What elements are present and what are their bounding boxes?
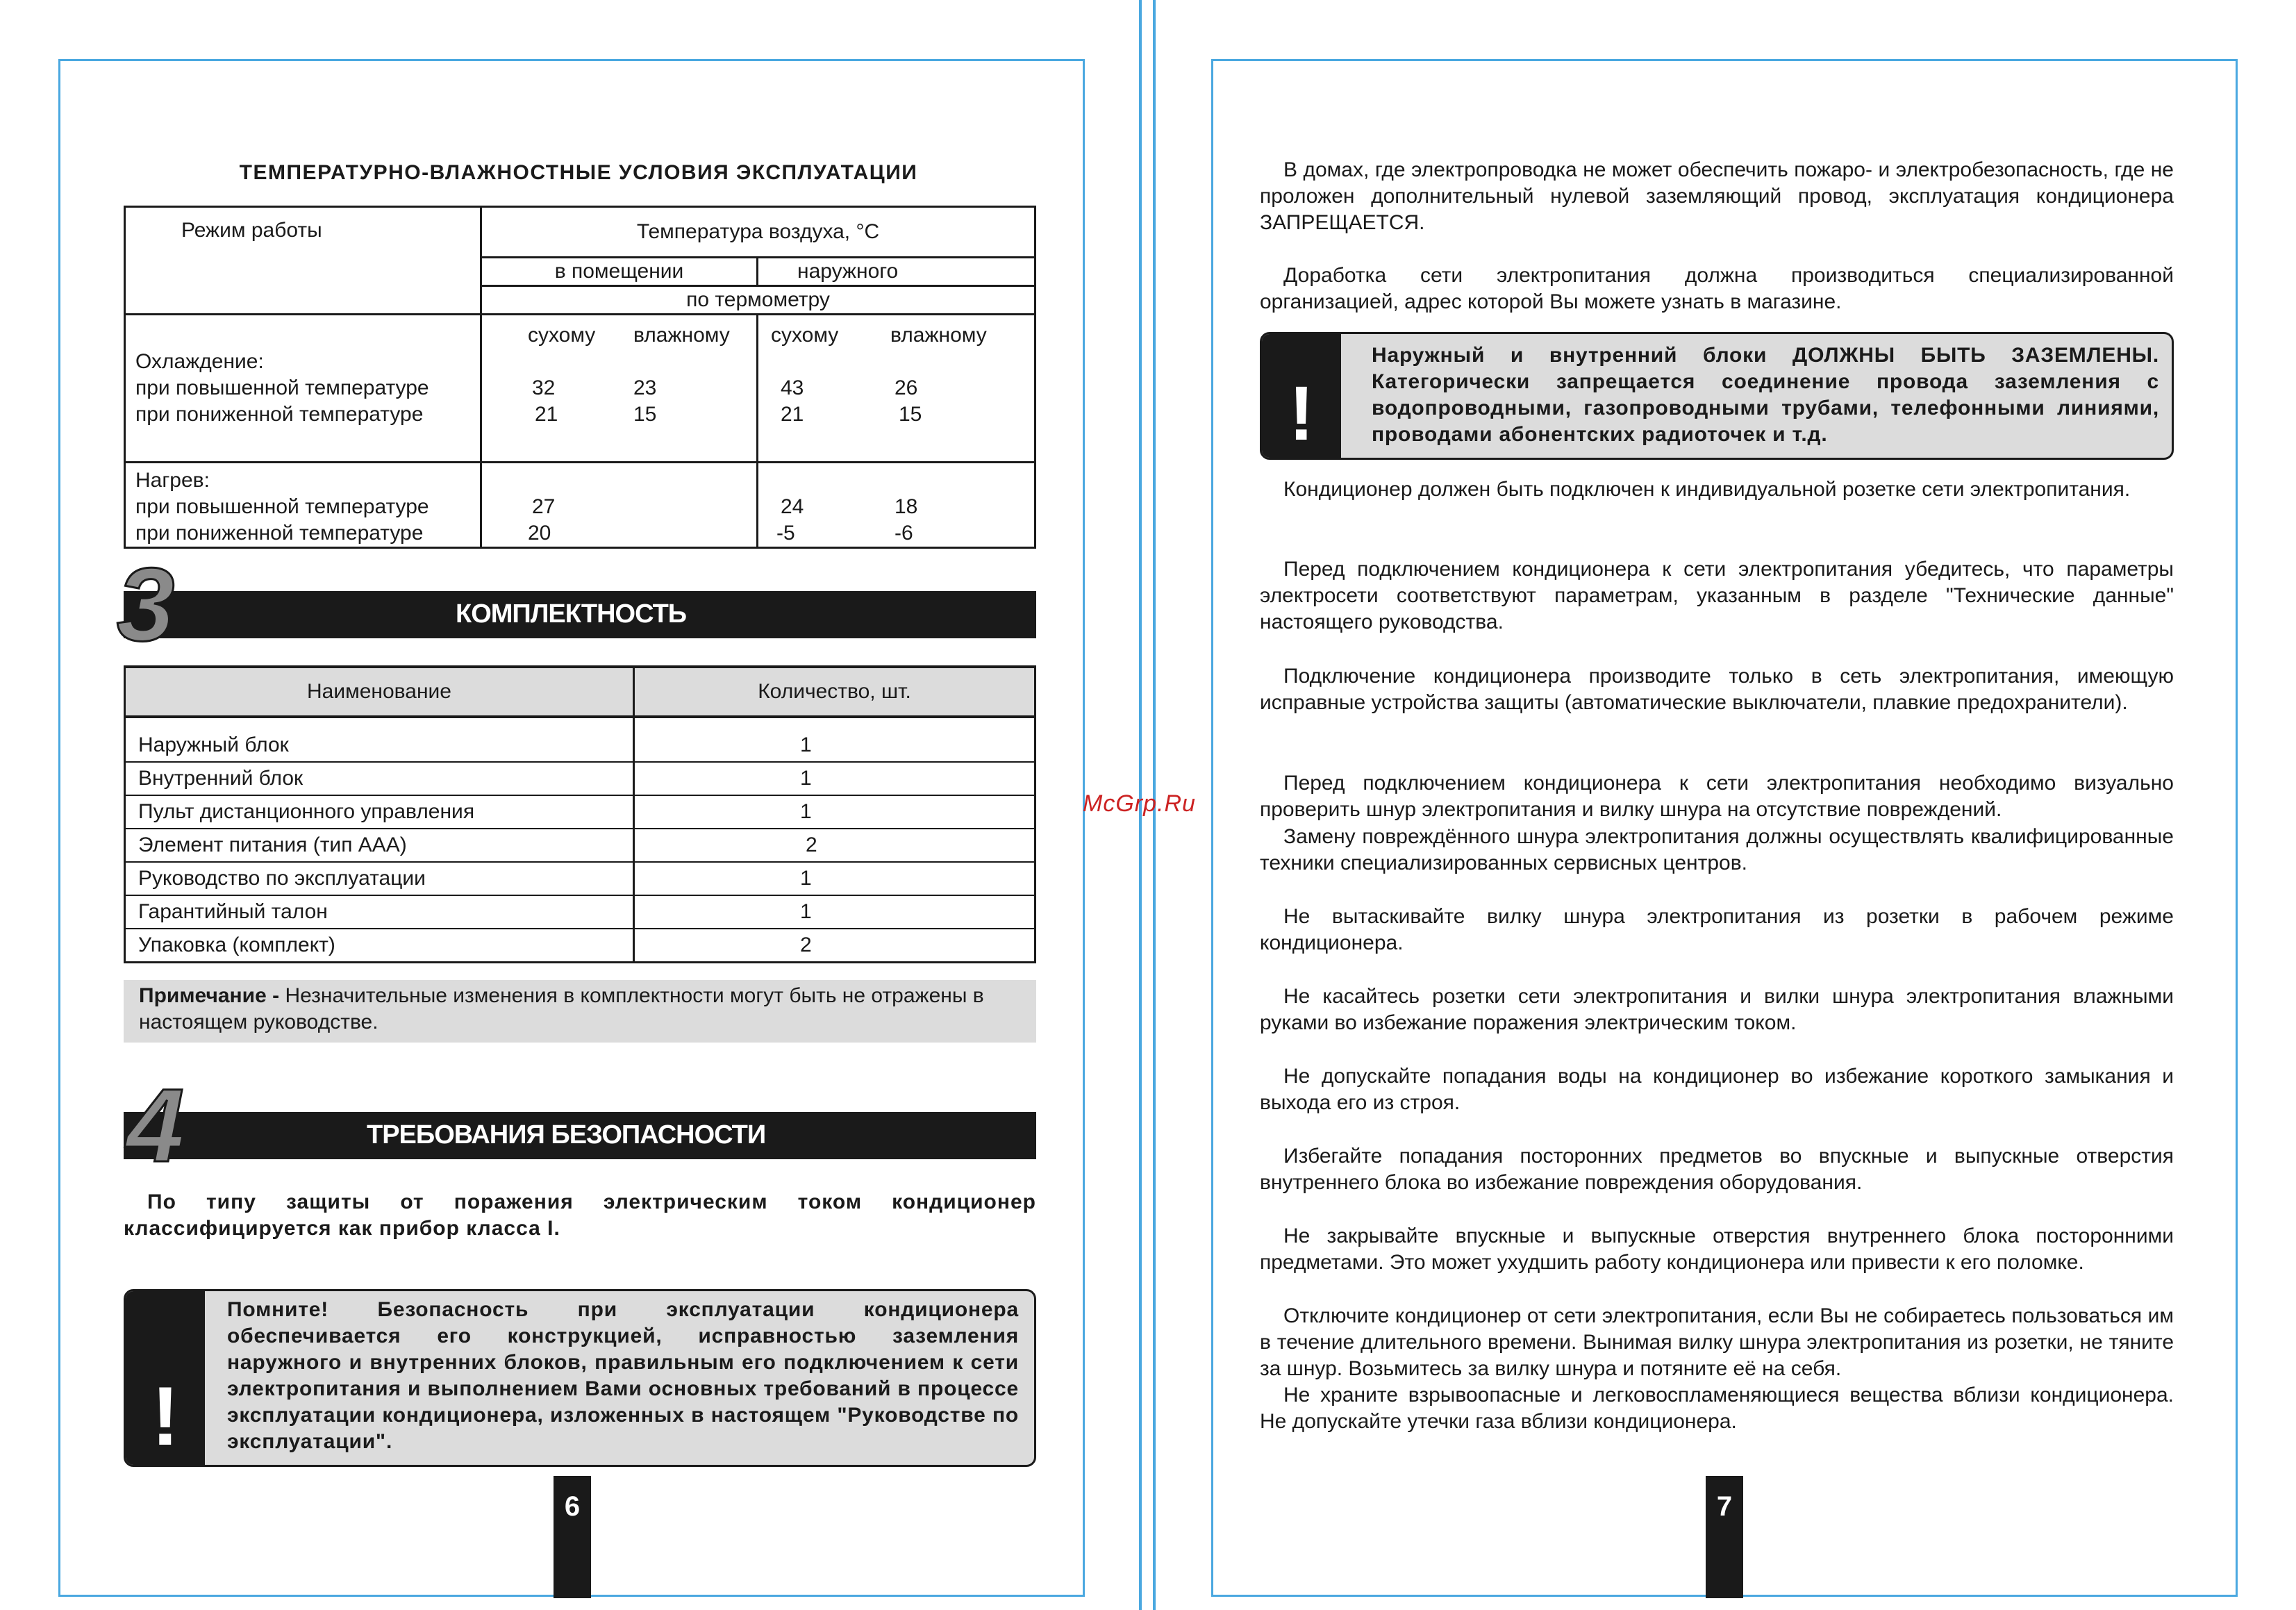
conditions-title: ТЕМПЕРАТУРНО-ВЛАЖНОСТНЫЕ УСЛОВИЯ ЭКСПЛУАТАЦИИ (239, 161, 918, 184)
kit-item-name: Упаковка (комплект) (125, 929, 634, 963)
left-warning-box (124, 1289, 1036, 1467)
kit-note (124, 980, 1036, 1043)
cooling-high-label: при повышенной температуре (135, 376, 429, 399)
heating-low-indoor-dry: 20 (528, 522, 551, 545)
kit-item-qty: 1 (634, 717, 1035, 762)
right-paragraph: Замену повреждённого шнура электропитания должны осуществлять квалифицированные техники специализированных сервисных центров. (1260, 825, 2174, 874)
section-4-heading (124, 1112, 1036, 1159)
kit-table (124, 665, 1036, 963)
right-paragraph: Отключите кондиционер от сети электропитания, если Вы не собираетесь пользоваться им в течение длительного времени. Вынимая вилку шнура электропитания из розетки, не тяните за шнур. Возьмитесь за вилку шнура и потяните её на себя. (1260, 1304, 2174, 1380)
kit-item-qty: 1 (634, 895, 1035, 929)
table-row (125, 829, 1035, 862)
cooling-high-indoor-dry: 32 (532, 376, 556, 399)
cooling-high-indoor-wet: 23 (633, 376, 657, 399)
cooling-label-cell (125, 315, 481, 463)
exclamation-icon: ! (151, 1370, 179, 1463)
right-paragraph: Не допускайте попадания воды на кондиционер во избежание короткого замыкания и выхода его из строя. (1260, 1065, 2174, 1114)
kit-item-name: Наружный блок (125, 717, 634, 762)
kit-item-qty: 1 (634, 762, 1035, 795)
cooling-low-outdoor-wet: 15 (899, 403, 922, 426)
air-temp-header: Температура воздуха, °C (481, 207, 1035, 258)
right-paragraph: В домах, где электропроводка не может обеспечить пожаро- и электробезопасность, где не проложен дополнительный нулевой заземляющий провод, эксплуатация кондиционера ЗАПРЕЩАЕТСЯ. (1260, 158, 2174, 234)
left-warning-text: Помните! Безопасность при эксплуатации кондиционера обеспечивается его конструкцией, исправностью заземления наружного и внутренних блоков, правильным его подключением к сети электропитания и выполнением Вами основных требований в процессе эксплуатации кондиционера, изложенных в настоящем "Руководстве по эксплуатации". (227, 1298, 1019, 1453)
cooling-indoor-cell (481, 315, 758, 463)
right-warning-box (1260, 332, 2174, 460)
mode-header: Режим работы (181, 219, 322, 242)
heating-label: Нагрев: (135, 469, 210, 492)
cooling-high-outdoor-dry: 43 (781, 376, 804, 399)
right-paragraph: Не закрывайте впускные и выпускные отверстия внутреннего блока посторонними предметами. Это может ухудшить работу кондиционера или привести к его поломке. (1260, 1225, 2174, 1274)
section-3-title: КОМПЛЕКТНОСТЬ (456, 599, 687, 629)
kit-item-qty: 1 (634, 862, 1035, 895)
kit-item-name: Внутренний блок (125, 762, 634, 795)
heating-low-outdoor-dry: -5 (776, 522, 795, 545)
mode-header-cell (125, 207, 481, 315)
table-row (125, 895, 1035, 929)
table-row (125, 762, 1035, 795)
heating-high-outdoor-wet: 18 (895, 495, 918, 518)
right-paragraph: Избегайте попадания посторонних предметов во впускные и выпускные отверстия внутреннего блока во избежание повреждения оборудования. (1260, 1145, 2174, 1194)
cooling-low-outdoor-dry: 21 (781, 403, 804, 426)
right-paragraph: Не вытаскивайте вилку шнура электропитания из розетки в рабочем режиме кондиционера. (1260, 905, 2174, 954)
right-paragraph: Кондиционер должен быть подключен к индивидуальной розетке сети электропитания. (1283, 478, 2131, 501)
section-4-number: 4 (126, 1067, 185, 1184)
kit-item-name: Гарантийный талон (125, 895, 634, 929)
right-paragraph: Перед подключением кондиционера к сети электропитания убедитесь, что параметры электросети соответствуют параметрам, указанным в разделе "Технические данные" настоящего руководства. (1260, 558, 2174, 633)
right-warning-text: Наружный и внутренний блоки ДОЛЖНЫ БЫТЬ ЗАЗЕМЛЕНЫ. Категорически запрещается соединение провода заземления с водопроводными, газопроводными трубами, телефонными линиями, проводами абонентских радиоточек и т.д. (1372, 344, 2159, 446)
section-4-title: ТРЕБОВАНИЯ БЕЗОПАСНОСТИ (367, 1120, 766, 1150)
kit-item-qty: 2 (634, 929, 1035, 963)
section-3-number: 3 (117, 546, 175, 663)
right-paragraph: Перед подключением кондиционера к сети электропитания необходимо визуально проверить шнур электропитания и вилку шнура на отсутствие повреждений. (1260, 772, 2174, 821)
section-3-heading (124, 591, 1036, 638)
kit-qty-header: Количество, шт. (634, 667, 1035, 717)
outdoor-dry-header: сухому (771, 324, 839, 347)
right-paragraph: Не храните взрывоопасные и легковоспламеняющиеся вещества вблизи кондиционера. Не допускайте утечки газа вблизи кондиционера. (1260, 1384, 2174, 1433)
table-row (125, 795, 1035, 829)
heating-low-label: при пониженной температуре (135, 522, 424, 545)
heating-high-outdoor-dry: 24 (781, 495, 804, 518)
kit-item-name: Руководство по эксплуатации (125, 862, 634, 895)
right-paragraph: Не касайтесь розетки сети электропитания и вилки шнура электропитания влажными руками во избежание поражения электрическим током. (1260, 985, 2174, 1034)
heating-high-label: при повышенной температуре (135, 495, 429, 518)
kit-item-name: Элемент питания (тип AAA) (125, 829, 634, 862)
right-paragraph: Доработка сети электропитания должна производиться специализированной организацией, адрес которой Вы можете узнать в магазине. (1260, 264, 2174, 313)
table-row (125, 929, 1035, 963)
indoor-header: в помещении (481, 258, 758, 286)
heating-label-cell (125, 463, 481, 548)
page-number-6: 6 (554, 1476, 591, 1598)
safety-class-text: По типу защиты от поражения электрическим током кондиционер классифицируется как прибор класса I. (124, 1190, 1036, 1240)
outdoor-wet-header: влажному (890, 324, 987, 347)
heating-high-indoor-dry: 27 (532, 495, 556, 518)
heating-low-outdoor-wet: -6 (895, 522, 913, 545)
cooling-low-indoor-wet: 15 (633, 403, 657, 426)
cooling-label: Охлаждение: (135, 350, 264, 373)
thermometer-header: по термометру (481, 286, 1035, 315)
kit-item-qty: 1 (634, 795, 1035, 829)
outdoor-header: наружного (758, 258, 1035, 286)
kit-name-header: Наименование (125, 667, 634, 717)
conditions-table (124, 206, 1036, 549)
indoor-dry-header: сухому (528, 324, 596, 347)
heating-indoor-cell (481, 463, 758, 548)
cooling-outdoor-cell (758, 315, 1035, 463)
watermark: McGrp.Ru (1083, 790, 1196, 817)
kit-item-name: Пульт дистанционного управления (125, 795, 634, 829)
indoor-wet-header: влажному (633, 324, 730, 347)
table-row (125, 862, 1035, 895)
exclamation-icon: ! (1288, 371, 1315, 456)
right-paragraph: Подключение кондиционера производите только в сеть электропитания, имеющую исправные устройства защиты (автоматические выключатели, плавкие предохранители). (1260, 665, 2174, 714)
kit-item-qty: 2 (634, 829, 1035, 862)
kit-note-text: Незначительные изменения в комплектности могут быть не отражены в настоящем руководстве. (139, 984, 984, 1034)
heating-outdoor-cell (758, 463, 1035, 548)
cooling-low-indoor-dry: 21 (535, 403, 558, 426)
cooling-low-label: при пониженной температуре (135, 403, 424, 426)
page-number-7: 7 (1706, 1476, 1743, 1598)
table-row (125, 717, 1035, 762)
cooling-high-outdoor-wet: 26 (895, 376, 918, 399)
kit-note-label: Примечание - (139, 984, 280, 1007)
